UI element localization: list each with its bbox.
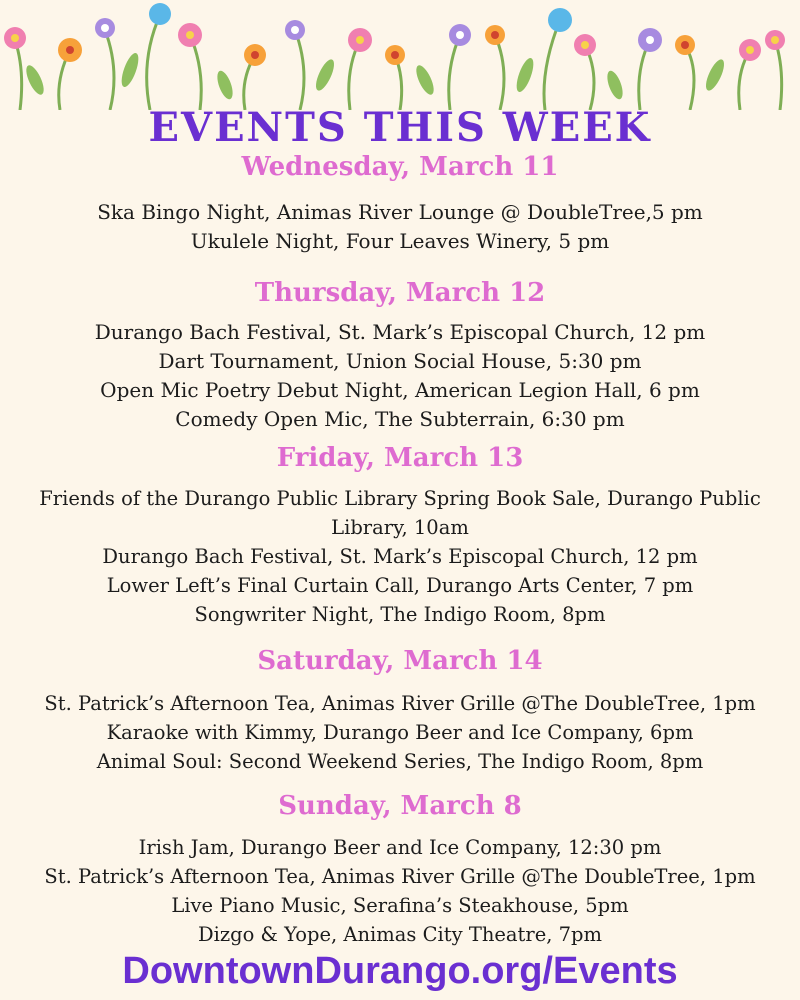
list-item: Dart Tournament, Union Social House, 5:30 pm [158,349,642,373]
day-heading-wednesday: Wednesday, March 11 [241,152,559,182]
list-item: Songwriter Night, The Indigo Room, 8pm [194,603,606,626]
event-list-friday [20,484,780,629]
website-url: DowntownDurango.org/Events [122,950,678,992]
day-heading-friday: Friday, March 13 [276,443,524,473]
day-heading-thursday: Thursday, March 12 [254,278,546,308]
event-list-thursday [20,318,780,434]
list-item: St. Patrick’s Afternoon Tea, Animas River Grille @The DoubleTree, 1pm [44,865,756,888]
list-item: Library, 10am [331,516,469,539]
list-item: Durango Bach Festival, St. Mark’s Episcopal Church, 12 pm [102,545,698,568]
page-title: EVENTS THIS WEEK [148,104,652,151]
list-item: Lower Left’s Final Curtain Call, Durango Arts Center, 7 pm [106,574,694,597]
event-list-sunday [20,833,780,949]
list-item: Durango Bach Festival, St. Mark’s Episcopal Church, 12 pm [94,320,706,344]
list-item: Karaoke with Kimmy, Durango Beer and Ice Company, 6pm [106,721,694,744]
list-item: Open Mic Poetry Debut Night, American Legion Hall, 6 pm [100,378,700,402]
day-heading-sunday: Sunday, March 8 [278,791,522,821]
list-item: Friends of the Durango Public Library Spring Book Sale, Durango Public [39,487,761,510]
list-item: Live Piano Music, Serafina’s Steakhouse, 5pm [171,894,629,917]
flower-border-illustration [0,0,800,110]
event-list-wednesday [20,198,780,256]
list-item: St. Patrick’s Afternoon Tea, Animas River Grille @The DoubleTree, 1pm [44,692,756,715]
day-heading-saturday: Saturday, March 14 [257,646,543,676]
list-item: Ska Bingo Night, Animas River Lounge @ DoubleTree,5 pm [97,200,703,224]
list-item: Dizgo & Yope, Animas City Theatre, 7pm [197,923,603,946]
list-item: Ukulele Night, Four Leaves Winery, 5 pm [190,229,610,253]
list-item: Irish Jam, Durango Beer and Ice Company, 12:30 pm [138,836,662,859]
event-list-saturday [20,689,780,776]
list-item: Animal Soul: Second Weekend Series, The Indigo Room, 8pm [96,750,704,773]
list-item: Comedy Open Mic, The Subterrain, 6:30 pm [175,407,625,431]
